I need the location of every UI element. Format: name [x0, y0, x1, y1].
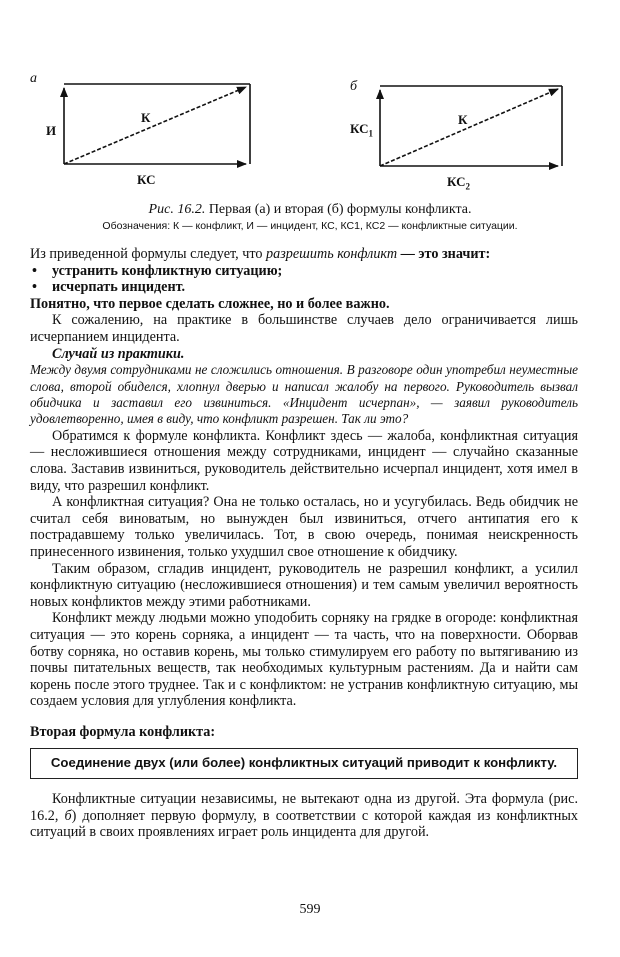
figure-b-bottom-label: $КС_2$ — [447, 174, 470, 192]
section-heading: Вторая формула конфликта: — [30, 723, 216, 740]
diagram-a — [64, 84, 250, 164]
body-text — [30, 246, 578, 841]
bullet-item: • исчерпать инцидент. — [30, 279, 578, 296]
paragraph: Конфликт между людьми можно уподобить сорняку на грядке в огороде: конфликтная ситуация — это корень сорняка, а инцидент — та часть, что на поверхности. Оборвав ботву сорняка, но оставив корень, мы только стимулируем его работу по вытягиванию из почвы питательных веществ, так необходимых культурным растениям. Да и найти сам корень после этого труднее. Так и с конфликтом: не устранив конфликтную ситуацию, мы создаем условия для углубления конфликта. — [30, 610, 578, 710]
p8-end: ) дополняет первую формулу, в соответствии с которой каждая из конфликтных ситуаций в своих проявлениях играет роль инцидента для другой. — [30, 807, 579, 841]
figure-16-2 — [0, 0, 620, 200]
figure-legend: Обозначения: К — конфликт, И — инцидент, КС, КС1, КС2 — конфликтные ситуации. — [102, 220, 518, 232]
p8-start: Конфликтные ситуации независимы, не вытекают одна из другой. Эта формула (рис. 16.2, — [30, 791, 578, 824]
paragraph: К сожалению, на практике в большинстве случаев дело ограничивается лишь исчерпанием инцидента. — [30, 312, 578, 345]
figure-a-left-label: И — [46, 123, 57, 138]
p8-italic: б — [64, 807, 72, 824]
figure-b-letter: б — [350, 79, 358, 94]
boxed-statement: Соединение двух (или более) конфликтных ситуаций приводит к конфликту. — [30, 748, 578, 779]
paragraph: А конфликтная ситуация? Она не только осталась, но и усугубилась. Ведь обидчик не считал себя виноватым, но вынужден был извиниться, отчего антипатия его к пострадавшему только увеличилась. Тот, в свою очередь, понимая неискренность принесенного извинения, только ухудшил свое отношение к обидчику. — [30, 494, 578, 560]
case-title: Случай из практики. — [52, 345, 185, 362]
figure-b-diag-label: К — [458, 112, 468, 127]
paragraph: Таким образом, сгладив инцидент, руководитель не разрешил конфликт, а усилил конфликтную ситуацию (несложившиеся отношения) и тем самым увеличил вероятность новых конфликтов между этими работниками. — [30, 560, 578, 610]
caption-prefix: Рис. 16.2. — [148, 202, 206, 217]
arrow-conflict-b — [380, 89, 558, 166]
figure-a-bottom-label: КС — [137, 172, 156, 187]
page-number: 599 — [299, 902, 321, 917]
figure-caption — [40, 201, 580, 218]
case-text: Между двумя сотрудниками не сложились отношения. В разговоре один употребил неуместные слова, второй обиделся, хлопнул дверью и написал жалобу на первого. Руководитель вызвал обидчика и заставил его извиниться. «Инцидент исчерпан», — заявил руководитель удовлетворенно, имея в виду, что конфликт разрешен. Так ли это? — [30, 362, 578, 427]
arrow-conflict-a — [64, 87, 246, 164]
diagram-b — [380, 86, 562, 166]
p1-italic: разрешить конфликт — [266, 246, 398, 262]
figure-a-diag-label: К — [141, 110, 151, 125]
p1-bold: — это значит: — [397, 246, 491, 262]
caption-text: Первая (а) и вторая (б) формулы конфликта. — [208, 202, 472, 217]
figure-a-letter: а — [30, 71, 37, 86]
bullet-item: • устранить конфликтную ситуацию; — [30, 263, 578, 280]
paragraph-emphasis: Понятно, что первое сделать сложнее, но и более важно. — [30, 295, 390, 312]
figure-b-left-label: $КС_1$ — [350, 121, 373, 139]
paragraph-formula-meaning — [30, 246, 578, 263]
p1-start: Из приведенной формулы следует, что — [30, 246, 267, 262]
paragraph — [30, 791, 578, 841]
formula-diagram — [0, 0, 620, 200]
paragraph: Обратимся к формуле конфликта. Конфликт здесь — жалоба, конфликтная ситуация — несложившиеся отношения между сотрудниками, инцидент — случайно сказанные слова. Заставив извиниться, руководитель действительно исчерпал инцидент, хотя имел в виду, что разрешил конфликт. — [30, 427, 578, 494]
